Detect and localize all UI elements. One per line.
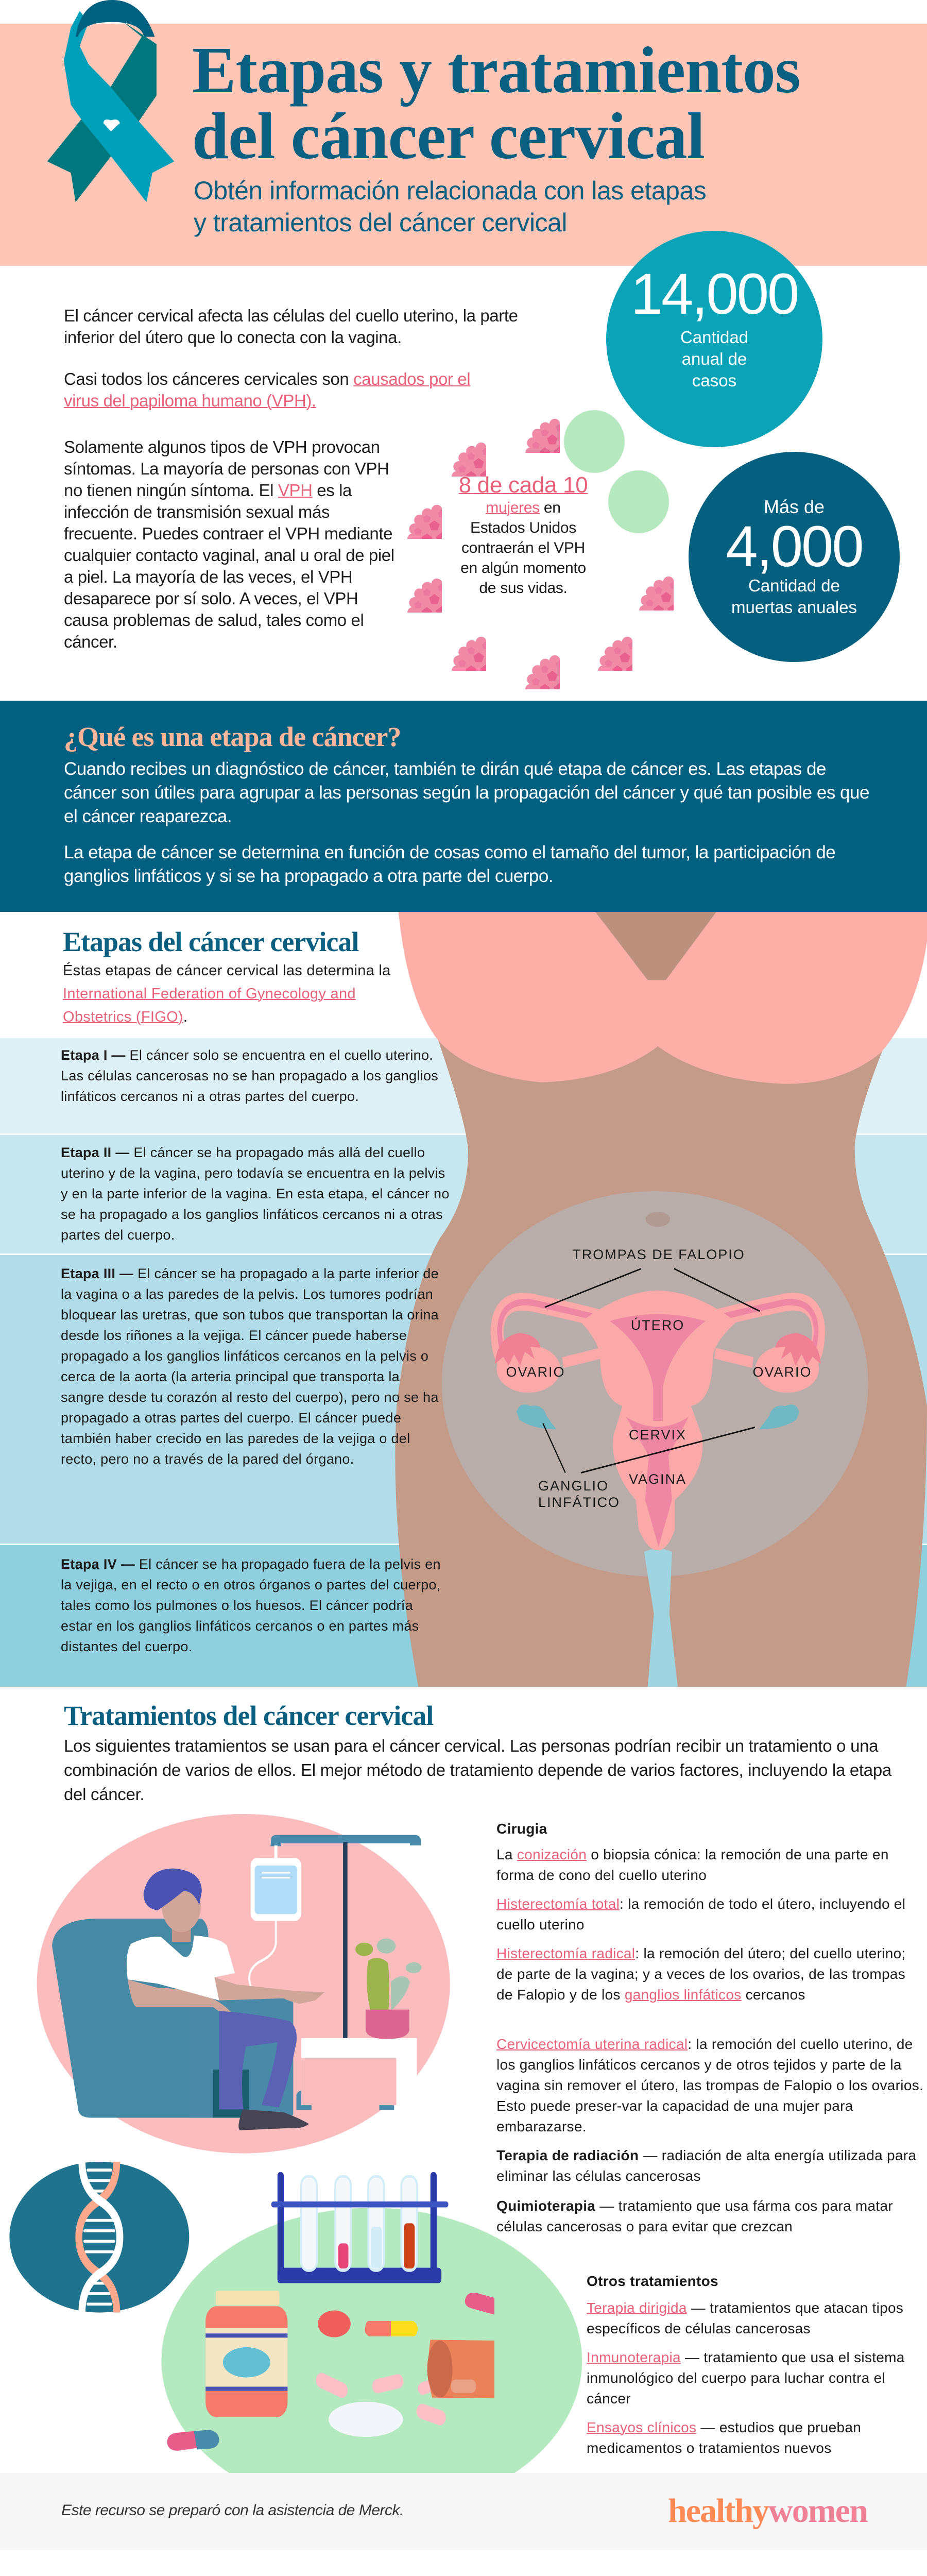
hpv-mid: de cada: [471, 472, 563, 498]
label-ovary-right: OVARIO: [752, 1364, 812, 1380]
healthy-cell-icon: [608, 470, 669, 533]
total-hysterectomy-link[interactable]: Histerectomía total: [496, 1896, 620, 1912]
radiation-label: Terapia de radiación: [496, 2147, 639, 2163]
section-heading: ¿Qué es una etapa de cáncer?: [64, 721, 401, 752]
surgery-title-text: Cirugia: [496, 1821, 547, 1837]
stage-3-text: [61, 1263, 447, 1469]
clinical-trials-link[interactable]: Ensayos clínicos: [587, 2419, 697, 2435]
treatment-illustration: [0, 1816, 494, 2473]
side-table: [301, 2038, 417, 2105]
hpv-stat-text: [453, 472, 593, 598]
dna-icon: [9, 2162, 189, 2313]
item-text: : la remoción del útero; del cuello uterino; de parte de la vagina; y a veces de los ovarios, de las trompas de Falopio y de los: [496, 1945, 906, 2003]
stage-4-text: [61, 1554, 447, 1657]
immunotherapy-link[interactable]: Inmunoterapia: [587, 2349, 681, 2365]
radical-hysterectomy-link[interactable]: Histerectomía radical: [496, 1945, 636, 1961]
vph-link[interactable]: VPH: [278, 481, 313, 500]
label-cervix: CERVIX: [628, 1427, 687, 1443]
intro-p3-b: es la infección de transmisión sexual más frecuente. Puedes contraer el VPH mediante cualquier contacto vaginal, anal u oral de piel a piel. La mayoría de las veces, el VPH desaparece por sí solo. A veces, el VPH causa problemas de salud, tales como el cáncer.: [64, 481, 394, 651]
logo-part2: women: [768, 2492, 867, 2530]
targeted-therapy-link[interactable]: Terapia dirigida: [587, 2300, 687, 2316]
hpv-cause-link[interactable]: causados por el virus del papiloma humano (VPH).: [64, 369, 471, 410]
other-treatments-title: [587, 2271, 924, 2292]
pill-bottle-icon: [205, 2291, 287, 2417]
item-text: : la remoción del cuello uterino, de los ganglios linfáticos cercanos y de otros tejidos y parte de la vagina sin remover el útero, las trompas de Falopio o los ovarios. Esto puede preser-var la capacidad de una mujer para embarazarse.: [496, 2036, 924, 2134]
stat-prefix: Más de: [763, 496, 825, 517]
conization-link[interactable]: conización: [517, 1846, 587, 1862]
surgery-item: [496, 1894, 924, 1935]
stage-description: El cáncer solo se encuentra en el cuello uterino. Las células cancerosas no se han propagado a los ganglios linfáticos cercanos ni a otras partes del cuerpo.: [61, 1047, 439, 1104]
surgery-item: [496, 2034, 924, 2137]
radiation-text: — radiación de alta energía utilizada para eliminar las células cancerosas: [496, 2147, 917, 2184]
label-ovary-left: OVARIO: [506, 1364, 565, 1380]
healthy-cell-icon: [564, 410, 625, 473]
page-title-line2: del cáncer cervical: [192, 99, 705, 173]
stage-label: Etapa I —: [61, 1047, 126, 1063]
other-title-text: Otros tratamientos: [587, 2273, 718, 2289]
item-text: o biopsia cónica: la remoción de una parte en forma de cono del cuello uterino: [496, 1846, 889, 1883]
stage-label: Etapa IV —: [61, 1556, 135, 1572]
healthywomen-logo[interactable]: [668, 2492, 867, 2531]
hpv-virus-icon: [490, 383, 560, 453]
label-lymph-line1: GANGLIO: [538, 1478, 609, 1494]
women-link[interactable]: mujeres: [486, 499, 540, 516]
stage-description: El cáncer se ha propagado fuera de la pelvis en la vejiga, en el recto o en otros órganos o partes del cuerpo, tales como los pulmones o los huesos. El cáncer podría estar en los ganglios linfáticos cercanos o en partes más distantes del cuerpo.: [61, 1556, 441, 1654]
hpv-virus-icon: [562, 601, 632, 671]
stage-definition-p2: La etapa de cáncer se determina en función de cosas como el tamaño del tumor, la participación de ganglios linfáticos y si se ha propagado a otra parte del cuerpo.: [64, 842, 836, 886]
page-title-line1: Etapas y tratamientos: [192, 33, 800, 107]
label-vagina: VAGINA: [628, 1471, 687, 1487]
intro-paragraph-3: [64, 436, 399, 653]
chemo-item: [496, 2196, 893, 2237]
stage-description: El cáncer se ha propagado más allá del cuello uterino y de la vagina, pero todavía se encuentra en la pelvis y en la parte inferior de la vagina. En esta etapa, el cáncer no se ha propagado a los ganglios linfáticos cercanos ni a otras partes del cuerpo.: [61, 1145, 450, 1243]
annual-cases-stat: [606, 231, 822, 447]
stage-1-text: [61, 1045, 455, 1107]
surgery-item: [496, 1943, 924, 2005]
stat-value: 4,000: [726, 514, 863, 579]
page-subtitle-line2: y tratamientos del cáncer cervical: [194, 208, 567, 237]
other-item: [587, 2417, 926, 2459]
other-item: [587, 2347, 906, 2409]
sponsor-credit: Este recurso se preparó con la asistencia de Merck.: [61, 2502, 404, 2519]
hpv-stat-numerator[interactable]: [459, 472, 588, 498]
surgery-item: [496, 1844, 924, 1886]
radiation-item: [496, 2145, 924, 2187]
awareness-ribbon-icon: [44, 0, 177, 204]
label-lymph-node: [538, 1478, 620, 1511]
stat-value: 14,000: [630, 262, 798, 326]
intro-paragraph-1: El cáncer cervical afecta las células del cuello uterino, la parte inferior del útero que lo conecta con la vagina.: [64, 306, 518, 347]
hpv-virus-icon: [416, 406, 486, 477]
hpv-rest: Estados Unidos contraerán el VPH en algún momento de sus vidas.: [460, 519, 586, 597]
stage-description: El cáncer se ha propagado a la parte inferior de la vagina o a las paredes de la pelvis. Los tumores podrían bloquear las uretras, que son tubos que transportan la orina desde los riñones a la vejiga. El cáncer puede haberse propagado a los ganglios linfáticos cercanos en la pelvis o cerca de la aorta (la arteria principal que transporta la sangre desde tu corazón al resto del cuerpo), pero no se ha propagado a otras partes del cuerpo. El cáncer puede también haber crecido en las paredes de la vejiga o del recto, pero no a través de la pared del órgano.: [61, 1266, 439, 1467]
hpv-virus-icon: [604, 540, 674, 611]
hpv-virus-icon: [490, 619, 560, 689]
stages-desc-end: .: [183, 1009, 188, 1025]
stages-description: [63, 959, 398, 1029]
surgery-title: [496, 1819, 924, 1839]
chemo-label: Quimioterapia: [496, 2198, 596, 2214]
item-text: cercanos: [741, 1987, 805, 2003]
footer: [0, 2473, 927, 2550]
treatments-intro: Los siguientes tratamientos se usan para el cáncer cervical. Las personas podrían recibir un tratamiento o una combinación de varios de ellos. El mejor método de tratamiento depende de varios factores, incluyendo la etapa del cáncer.: [64, 1736, 891, 1804]
item-text: — tratamientos que atacan tipos específicos de células cancerosas: [587, 2300, 904, 2336]
hpv-virus-icon: [416, 601, 486, 671]
item-text: — tratamiento que usa el sistema inmunológico del cuerpo para luchar contra el cáncer: [587, 2349, 905, 2406]
intro-p3-a: Solamente algunos tipos de VPH provocan síntomas. La mayoría de personas con VPH no tienen ningún síntoma. El: [64, 437, 389, 500]
hpv-num1: 8: [458, 472, 471, 498]
intro-paragraph-2: [64, 368, 496, 412]
label-uterus: ÚTERO: [630, 1317, 685, 1333]
stage-label: Etapa III —: [61, 1266, 134, 1281]
navel: [646, 1212, 671, 1227]
annual-deaths-stat: [689, 452, 900, 662]
hpv-num2: 10: [563, 472, 588, 498]
stat-label: Cantidad de muertas anuales: [731, 576, 857, 617]
lymph-nodes-link[interactable]: ganglios linfáticos: [624, 1987, 742, 2003]
item-text: La: [496, 1846, 517, 1862]
stages-desc-text: Éstas etapas de cáncer cervical las determina la: [63, 962, 391, 979]
figo-link[interactable]: International Federation of Gynecology and Obstetrics (FIGO): [63, 986, 356, 1025]
treatments-heading: Tratamientos del cáncer cervical: [64, 1700, 434, 1731]
stage-2-text: [61, 1142, 455, 1245]
other-item: [587, 2298, 924, 2339]
stages-heading: Etapas del cáncer cervical: [63, 926, 359, 957]
hpv-virus-icon: [372, 469, 442, 539]
page-subtitle-line1: Obtén información relacionada con las etapas: [194, 176, 707, 205]
stage-definition-p1: Cuando recibes un diagnóstico de cáncer, también te dirán qué etapa de cáncer es. Las etapas de cáncer son útiles para agrupar a las personas según la propagación del cáncer y qué tan posible es que el cáncer reaparezca.: [64, 759, 869, 826]
label-fallopian-tubes: TROMPAS DE FALOPIO: [572, 1247, 745, 1262]
label-lymph-line2: LINFÁTICO: [538, 1495, 621, 1510]
stat-label: Cantidad anual de casos: [680, 328, 749, 390]
intro-p2-text: Casi todos los cánceres cervicales son: [64, 369, 354, 388]
logo-part1: healthy: [668, 2492, 769, 2530]
chemo-text: — tratamiento que usa fárma cos para matar células cancerosas o para evitar que crezcan: [496, 2198, 893, 2234]
radical-trachelectomy-link[interactable]: Cervicectomía uterina radical: [496, 2036, 688, 2052]
item-text: : la remoción de todo el útero, incluyendo el cuello uterino: [496, 1896, 906, 1933]
hpv-after-link: en: [539, 499, 561, 516]
stage-label: Etapa II —: [61, 1145, 130, 1160]
what-is-stage-section: [0, 701, 927, 912]
item-text: — estudios que prueban medicamentos o tratamientos nuevos: [587, 2419, 862, 2456]
